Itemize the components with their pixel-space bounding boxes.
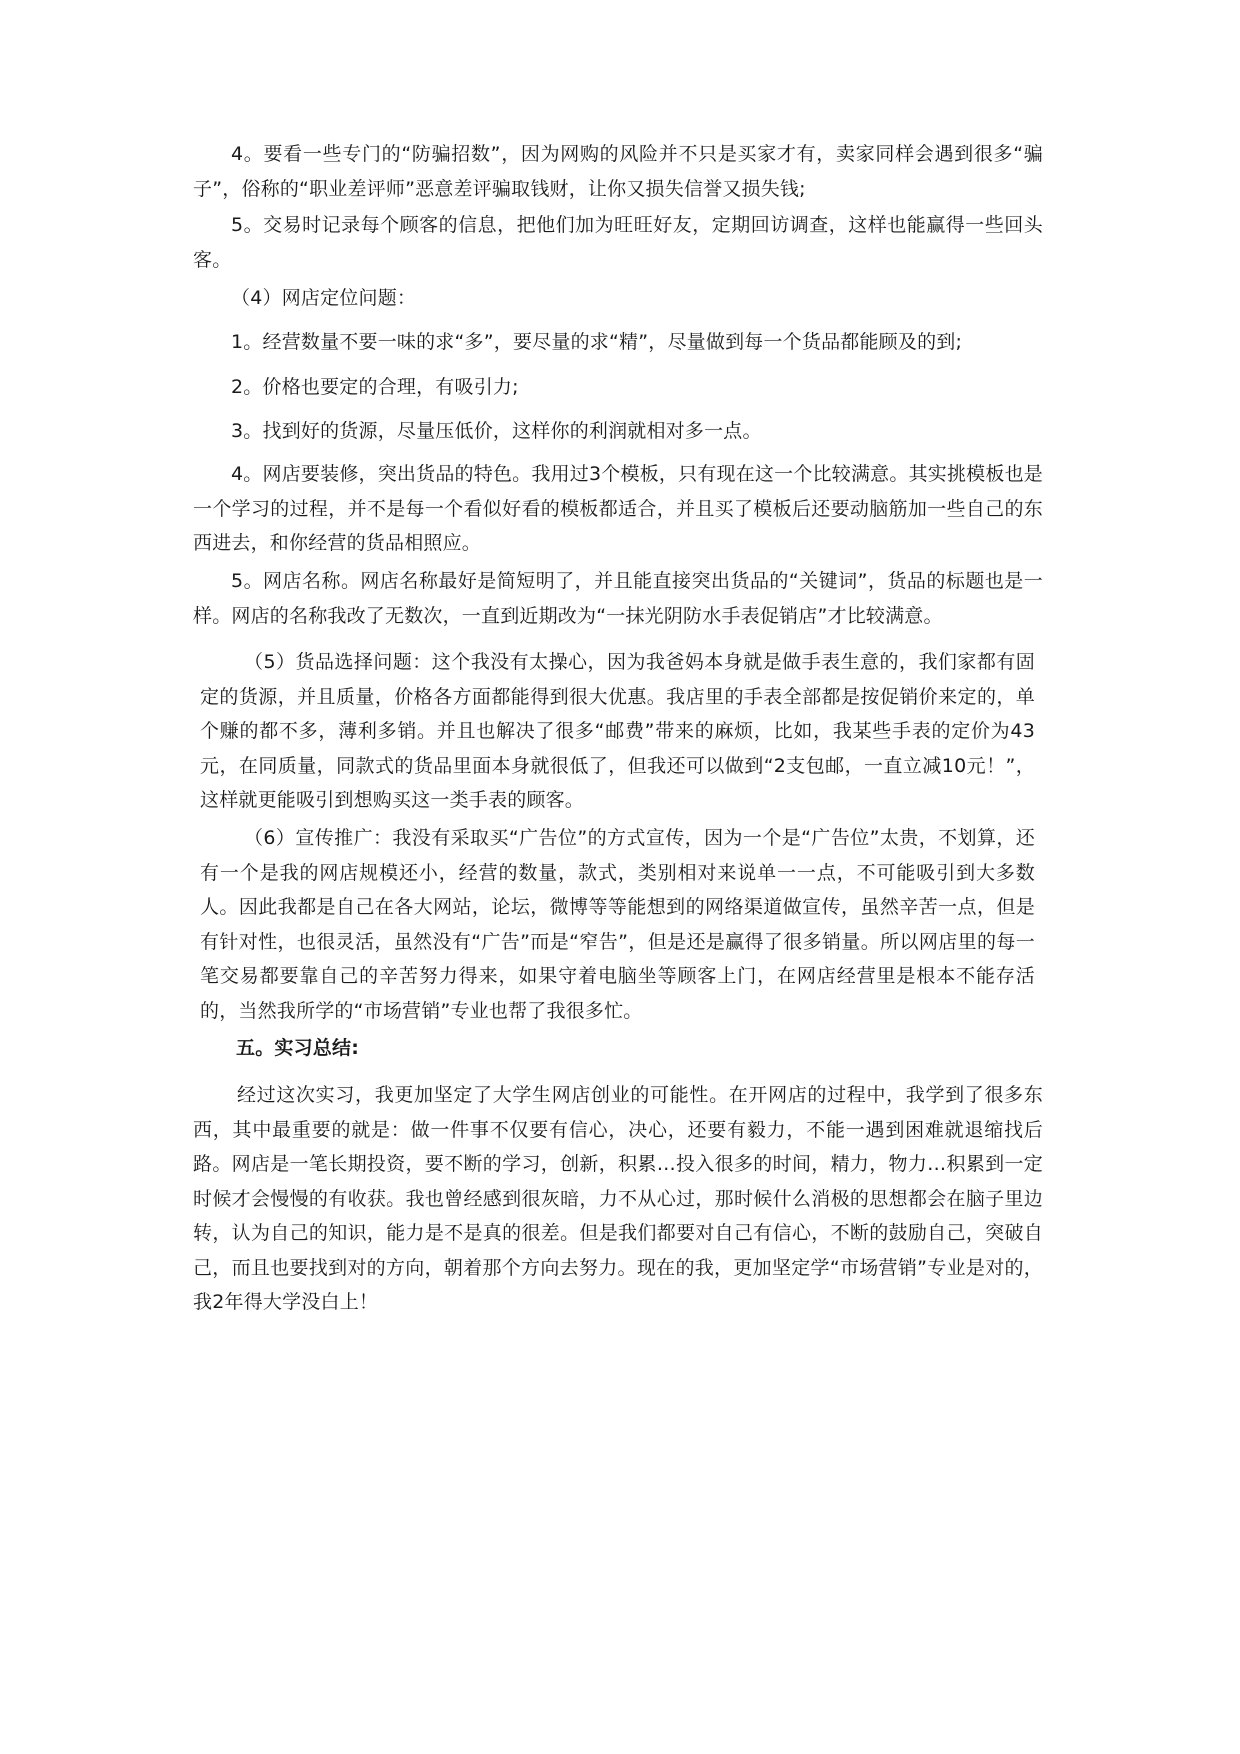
paragraph-position-5: 5。网店名称。网店名称最好是简短明了，并且能直接突出货品的“关键词”，货品的标题也是一样。网店的名称我改了无数次，一直到近期改为“一抹光阴防水手表促销店”才比较满意。 <box>193 570 1043 627</box>
section-4-title: （4）网店定位问题： <box>231 287 417 309</box>
paragraph-summary: 经过这次实习，我更加坚定了大学生网店创业的可能性。在开网店的过程中，我学到了很多东西，其中最重要的就是：做一件事不仅要有信心，决心，还要有毅力，不能一遇到困难就退缩找后路。网店是一笔长期投资，要不断的学习，创新，积累…投入很多的时间，精力，物力…积累到一定时候才会慢慢的有收获。我也曾经感到很灰暗，力不从心过，那时候什么消极的思想都会在脑子里边转，认为自己的知识，能力是不是真的很差。但是我们都要对自己有信心，不断的鼓励自己，突破自己，而且也要找到对的方向，朝着那个方向去努力。现在的我，更加坚定学“市场营销”专业是对的，我2年得大学没白上！ <box>193 1084 1043 1313</box>
paragraph-tip-5: 5。交易时记录每个顾客的信息，把他们加为旺旺好友，定期回访调查，这样也能赢得一些回头客。 <box>193 214 1043 271</box>
paragraph-position-1: 1。经营数量不要一味的求“多”，要尽量的求“精”，尽量做到每一个货品都能顾及的到; <box>231 331 963 353</box>
paragraph-position-2: 2。价格也要定的合理，有吸引力; <box>231 376 519 398</box>
summary-heading: 五。实习总结: <box>236 1037 359 1059</box>
paragraph-position-3: 3。找到好的货源，尽量压低价，这样你的利润就相对多一点。 <box>231 420 762 442</box>
paragraph-section-6: （6）宣传推广：我没有采取买“广告位”的方式宣传，因为一个是“广告位”太贵，不划算，还有一个是我的网店规模还小，经营的数量，款式，类别相对来说单一一点，不可能吸引到大多数人。因此我都是自己在各大网站，论坛，微博等等能想到的网络渠道做宣传，虽然辛苦一点，但是有针对性，也很灵活，虽然没有“广告”而是“窄告”，但是还是赢得了很多销量。所以网店里的每一笔交易都要靠自己的辛苦努力得来，如果守着电脑坐等顾客上门，在网店经营里是根本不能存活的，当然我所学的“市场营销”专业也帮了我很多忙。 <box>200 827 1035 1022</box>
paragraph-tip-4: 4。要看一些专门的“防骗招数”，因为网购的风险并不只是买家才有，卖家同样会遇到很多“骗子”，俗称的“职业差评师”恶意差评骗取钱财，让你又损失信誉又损失钱; <box>193 143 1043 200</box>
paragraph-section-5: （5）货品选择问题：这个我没有太操心，因为我爸妈本身就是做手表生意的，我们家都有固定的货源，并且质量，价格各方面都能得到很大优惠。我店里的手表全部都是按促销价来定的，单个赚的都不多，薄利多销。并且也解决了很多“邮费”带来的麻烦，比如，我某些手表的定价为43元，在同质量，同款式的货品里面本身就很低了，但我还可以做到“2支包邮，一直立减10元！”，这样就更能吸引到想购买这一类手表的顾客。 <box>200 651 1035 811</box>
paragraph-position-4: 4。网店要装修，突出货品的特色。我用过3个模板，只有现在这一个比较满意。其实挑模板也是一个学习的过程，并不是每一个看似好看的模板都适合，并且买了模板后还要动脑筋加一些自己的东西进去，和你经营的货品相照应。 <box>193 463 1043 554</box>
